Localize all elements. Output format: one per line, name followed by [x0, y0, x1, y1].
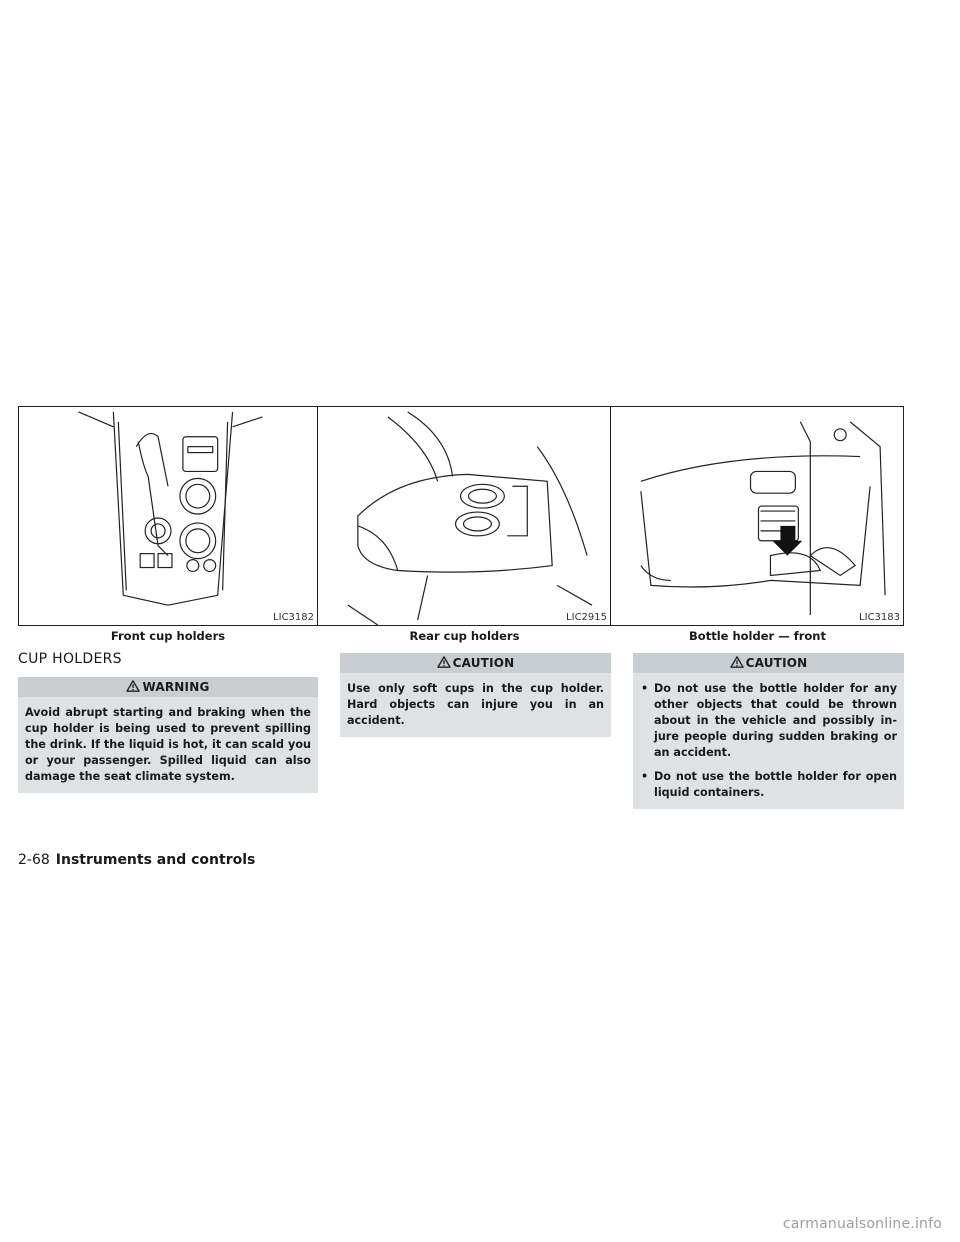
figure-code: LIC3183 — [859, 612, 900, 623]
page-number: 2-68 — [18, 852, 50, 868]
figure-code: LIC2915 — [566, 612, 607, 623]
figure-caption: Rear cup holders — [409, 629, 520, 643]
column-rear-cup-holders — [318, 406, 611, 737]
warning-header — [18, 677, 318, 697]
page-footer — [18, 852, 255, 868]
figure-rear-cup-holders — [318, 406, 611, 626]
column-front-cup-holders — [18, 406, 318, 793]
caution-box-rear — [340, 653, 611, 737]
caution-header — [633, 653, 904, 673]
front-cup-holders-illustration — [19, 407, 317, 625]
caution-text: Use only soft cups in the cup holder. Hard objects can injure you in an accident. — [347, 682, 604, 727]
caution-list — [640, 681, 897, 801]
warning-box — [18, 677, 318, 793]
chapter-title: Instruments and controls — [55, 852, 256, 868]
warning-triangle-icon — [437, 656, 451, 668]
warning-triangle-icon — [126, 680, 140, 692]
figure-caption: Bottle holder — front — [689, 629, 826, 643]
caution-title: CAUTION — [745, 656, 808, 670]
caution-box-bottle — [633, 653, 904, 809]
figure-caption: Front cup holders — [110, 629, 226, 643]
warning-title: WARNING — [142, 680, 210, 694]
figure-front-cup-holders — [18, 406, 318, 626]
figure-bottle-holder — [611, 406, 904, 626]
bottle-holder-illustration — [611, 407, 903, 625]
figure-code: LIC3182 — [273, 612, 314, 623]
caution-title: CAUTION — [452, 656, 515, 670]
warning-triangle-icon — [730, 656, 744, 668]
watermark: carmanualsonline.info — [782, 1216, 942, 1232]
column-bottle-holder — [611, 406, 904, 809]
warning-text: Avoid abrupt starting and braking when the cup holder is being used to prevent spilling the drink. If the liquid is hot, it can scald you or your passenger. Spilled liquid can also damage the seat climate system. — [25, 706, 311, 783]
rear-cup-holders-illustration — [318, 407, 610, 625]
caution-item: • Do not use the bottle holder for any other objects that could be thrown about in the vehicle and possibly in- jure people during sudden braking or an accident. — [640, 681, 897, 761]
caution-item: • Do not use the bottle holder for open liquid containers. — [640, 769, 897, 801]
caution-header — [340, 653, 611, 673]
section-title: CUP HOLDERS — [18, 651, 122, 667]
